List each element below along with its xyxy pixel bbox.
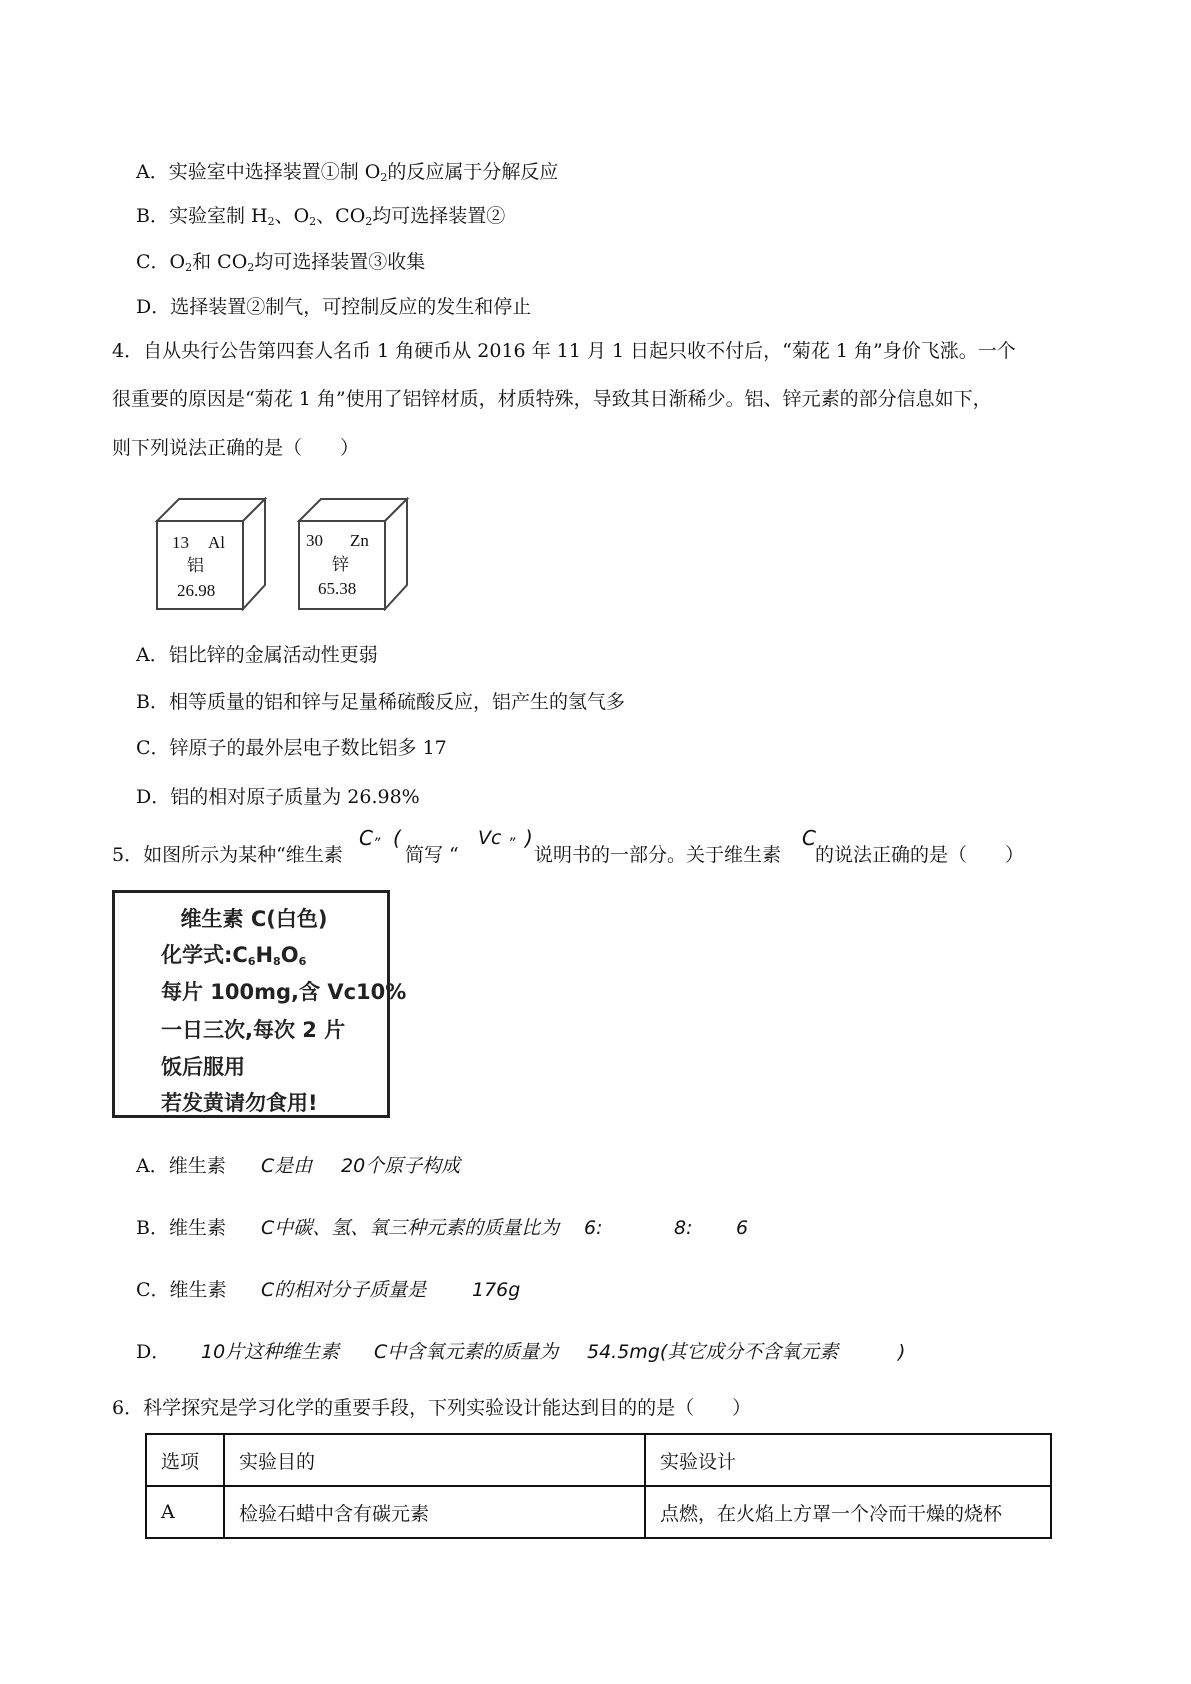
text: 化学式:C <box>161 943 248 967</box>
q5-option-d-part-3: C中含氧元素的质量为 <box>374 1341 559 1363</box>
q5-formula-c: C <box>359 826 373 850</box>
q5-quote-1: ” <box>373 836 381 852</box>
label-usage: 饭后服用 <box>161 1055 245 1079</box>
label-warning: 若发黄请勿食用! <box>161 1091 318 1115</box>
text: 和 CO <box>192 251 248 273</box>
text: H <box>255 943 274 967</box>
q4-stem-line-1: 4．自从央行公告第四套人名币 1 角硬币从 2016 年 11 月 1 日起只收不付后，“菊花 1 角”身价飞涨。一个 <box>112 340 1016 362</box>
q5-option-c-label: C．维生素 <box>136 1279 227 1301</box>
subscript: 6 <box>247 955 256 968</box>
text: 均可选择装置② <box>372 205 506 227</box>
label-formula <box>161 939 439 969</box>
q5-option-d-part-5: ) <box>898 1341 906 1363</box>
subscript: 2 <box>185 261 193 274</box>
element-zn-symbol: Zn <box>350 531 369 550</box>
element-zn-name: 锌 <box>332 555 349 575</box>
label-title: 维生素 C(白色) <box>180 907 328 931</box>
table-row <box>146 1486 1051 1538</box>
subscript: 2 <box>380 171 388 184</box>
header-option: 选项 <box>146 1434 224 1486</box>
header-design: 实验设计 <box>645 1434 1051 1486</box>
subscript: 2 <box>247 261 255 274</box>
q5-quote-2: ” <box>508 836 516 852</box>
q5-option-b-label: B．维生素 <box>136 1217 226 1239</box>
q5-option-b-part-2: C中碳、氢、氧三种元素的质量比为 <box>261 1217 560 1239</box>
element-al-number: 13 <box>172 533 189 552</box>
q3-option-a <box>136 160 558 190</box>
q3-option-c <box>136 250 425 280</box>
q5-option-b-ratio-1: 6: <box>584 1217 603 1239</box>
subscript: 8 <box>273 955 281 968</box>
q5-stem-part-2: 简写 “ <box>405 844 459 866</box>
q5-option-a-label: A．维生素 <box>136 1155 226 1177</box>
q5-paren-close: ) <box>525 826 533 850</box>
q4-option-d: D．铝的相对原子质量为 26.98% <box>136 786 420 808</box>
q3-option-a-text-end: 的反应属于分解反应 <box>387 161 559 183</box>
text: 均可选择装置③收集 <box>254 251 426 273</box>
table-header-row <box>146 1434 1051 1486</box>
subscript: 2 <box>267 215 275 228</box>
row-option: A <box>146 1486 224 1538</box>
q4-stem-line-3: 则下列说法正确的是（ ） <box>112 437 360 459</box>
vitamin-c-label <box>112 890 407 1118</box>
text: B．实验室制 H <box>136 205 268 227</box>
header-purpose: 实验目的 <box>224 1434 645 1486</box>
q6-table <box>145 1433 1052 1539</box>
text: 、CO <box>316 205 366 227</box>
q5-stem-part-1: 5．如图所示为某种“维生素 <box>112 844 343 866</box>
q5-formula-vc: Vc <box>478 827 502 849</box>
q5-option-a-part-3: 20个原子构成 <box>341 1155 461 1177</box>
q4-option-a: A．铝比锌的金属活动性更弱 <box>136 644 378 666</box>
label-frequency: 一日三次,每次 2 片 <box>161 1018 346 1042</box>
q6-stem: 6．科学探究是学习化学的重要手段，下列实验设计能达到目的的是（ ） <box>112 1397 752 1419</box>
q5-stem-part-3: 说明书的一部分。关于维生素 <box>534 844 782 866</box>
element-al-symbol: Al <box>208 533 225 552</box>
q5-formula-c-2: C <box>802 826 816 850</box>
q3-option-d: D．选择装置②制气，可控制反应的发生和停止 <box>136 296 532 318</box>
q4-option-b: B．相等质量的铝和锌与足量稀硫酸反应，铝产生的氢气多 <box>136 691 625 713</box>
q5-option-b-ratio-2: 8: <box>674 1217 693 1239</box>
q5-option-a-part-2: C是由 <box>261 1155 313 1177</box>
text: 、O <box>274 205 310 227</box>
element-zn-mass: 65.38 <box>318 579 357 598</box>
q5-option-d-part-2: 10片这种维生素 <box>201 1341 340 1363</box>
q5-option-d-label: D． <box>136 1341 171 1363</box>
q5-option-c-part-2: C的相对分子质量是 <box>261 1279 427 1301</box>
element-al-name: 铝 <box>187 556 204 576</box>
element-zn-number: 30 <box>306 531 323 550</box>
q4-option-c: C．锌原子的最外层电子数比铝多 17 <box>136 737 447 759</box>
q3-option-a-text: A．实验室中选择装置①制 O <box>136 161 381 183</box>
element-al-mass: 26.98 <box>177 581 216 600</box>
subscript: 6 <box>298 955 307 968</box>
row-purpose: 检验石蜡中含有碳元素 <box>224 1486 645 1538</box>
q5-paren-open: ( <box>393 826 401 850</box>
subscript: 2 <box>365 215 373 228</box>
subscript: 2 <box>309 215 317 228</box>
text: O <box>280 943 299 967</box>
q5-option-d-part-4: 54.5mg(其它成分不含氧元素 <box>587 1341 839 1363</box>
label-dose: 每片 100mg,含 Vc10% <box>161 980 407 1004</box>
q5-option-c-part-3: 176g <box>472 1279 521 1301</box>
q5-option-b-ratio-3: 6 <box>736 1217 749 1239</box>
row-design: 点燃，在火焰上方罩一个冷而干燥的烧杯 <box>645 1486 1051 1538</box>
q4-stem-line-2: 很重要的原因是“菊花 1 角”使用了铝锌材质，材质特殊，导致其日渐稀少。铝、锌元素的部分信息如下， <box>112 388 992 410</box>
text: C．O <box>136 251 186 273</box>
q3-option-b <box>136 204 505 234</box>
q5-stem-part-4: 的说法正确的是（ ） <box>815 844 1025 866</box>
